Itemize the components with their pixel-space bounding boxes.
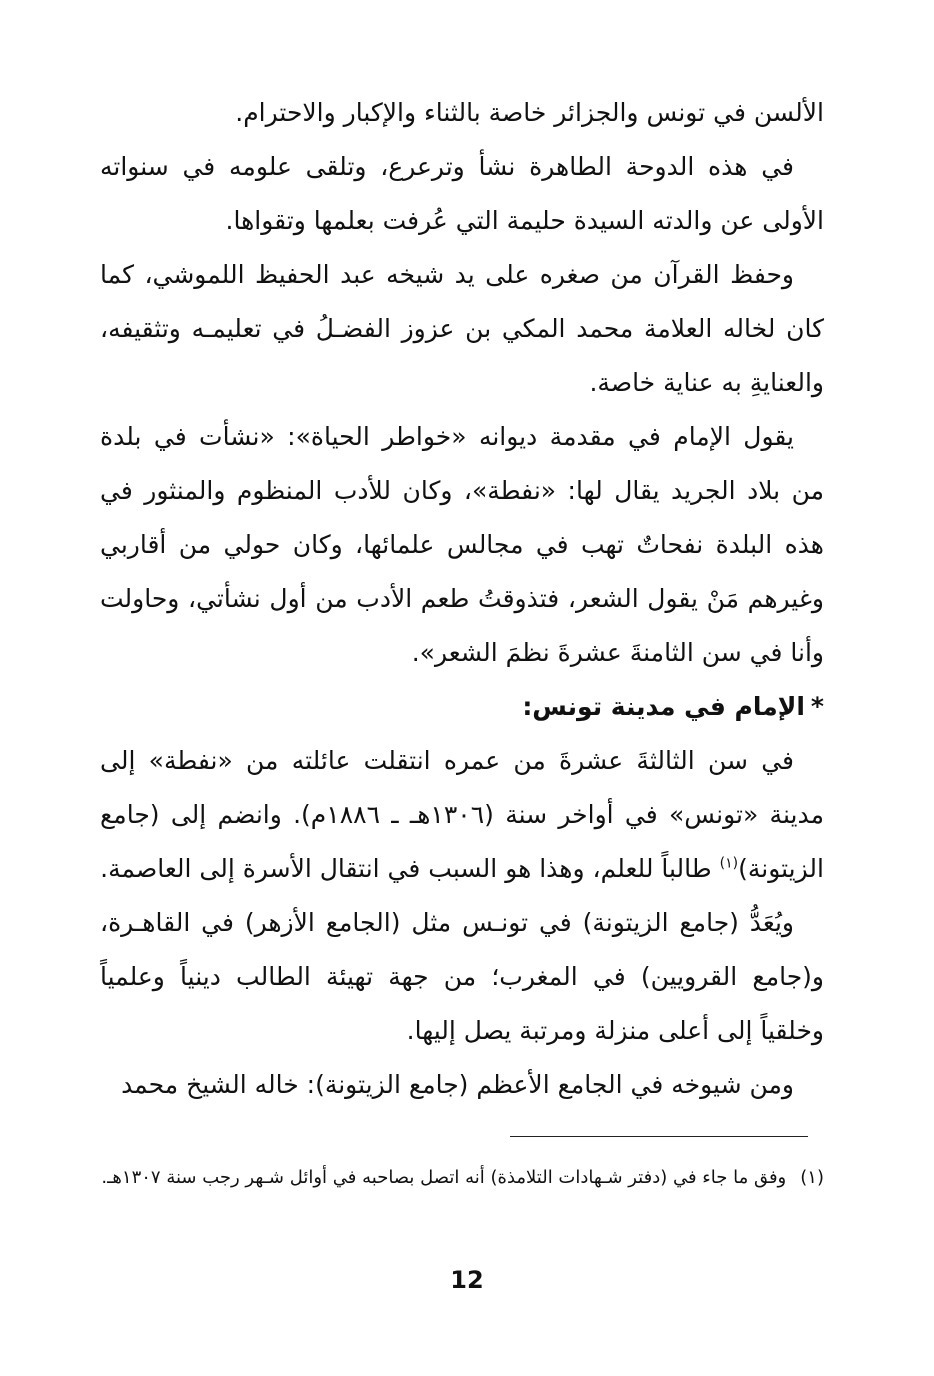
footnote-separator: [510, 1136, 808, 1137]
page-number: 12: [450, 1266, 484, 1294]
paragraph-7: ومن شيوخه في الجامع الأعظم (جامع الزيتونة): خاله الشيخ محمد: [121, 1070, 794, 1099]
footnote-number: (١): [800, 1167, 824, 1188]
heading-text: الإمام في مدينة تونس:: [522, 692, 805, 721]
section-heading: [100, 680, 824, 734]
paragraph-3: وحفظ القرآن من صغره على يد شيخه عبد الحفيظ اللموشي، كما كان لخاله العلامة محمد المكي بن عزوز الفضـلُ في تعليمـه وتثقيفه، والعنايةِ به عناية خاصة.: [100, 260, 824, 397]
footnote-text: وفق ما جاء في (دفتر شـهادات التلامذة) أنه اتصل بصاحبه في أوائل شـهر رجب سنة ١٣٠٧هـ.: [101, 1167, 787, 1188]
paragraph-6: ويُعَدُّ (جامع الزيتونة) في تونـس مثل (الجامع الأزهر) في القاهـرة، و(جامع القرويين) في المغرب؛ من جهة تهيئة الطالب دينياً وعلمياً وخلقياً إلى أعلى منزلة ومرتبة يصل إليها.: [100, 908, 824, 1045]
heading-star: *: [810, 692, 824, 721]
paragraph-5: [100, 734, 824, 896]
paragraph-5-text-a: في سن الثالثةَ عشرةَ من عمره انتقلت عائلته من «نفطة» إلى مدينة «تونس» في أواخر سنة (١٣٠٦هـ ـ ١٨٨٦م). وانضم إلى (جامع الزيتونة): [100, 746, 824, 883]
main-text: [100, 86, 824, 1112]
paragraph-2: في هذه الدوحة الطاهرة نشأ وترعرع، وتلقى علومه في سنواته الأولى عن والدته السيدة حليمة التي عُرفت بعلمها وتقواها.: [100, 152, 824, 235]
paragraph-4: يقول الإمام في مقدمة ديوانه «خواطر الحياة»: «نشأت في بلدة من بلاد الجريد يقال لها: «نفطة»، وكان للأدب المنظوم والمنثور في هذه البلدة نفحاتٌ تهب في مجالس علمائها، وكان حولي من أقاربي وغيرهم مَنْ يقول الشعر، فتذوقتُ طعم الأدب من أول نشأتي، وحاولت وأنا في سن الثامنةَ عشرةَ نظمَ الشعر».: [100, 422, 824, 667]
footnote-reference[interactable]: (١): [719, 855, 739, 872]
paragraph-1: الألسن في تونس والجزائر خاصة بالثناء والإكبار والاحترام.: [235, 98, 824, 127]
paragraph-5-text-b: طالباً للعلم، وهذا هو السبب في انتقال الأسرة إلى العاصمة.: [100, 854, 720, 883]
footnote: [100, 1158, 824, 1198]
